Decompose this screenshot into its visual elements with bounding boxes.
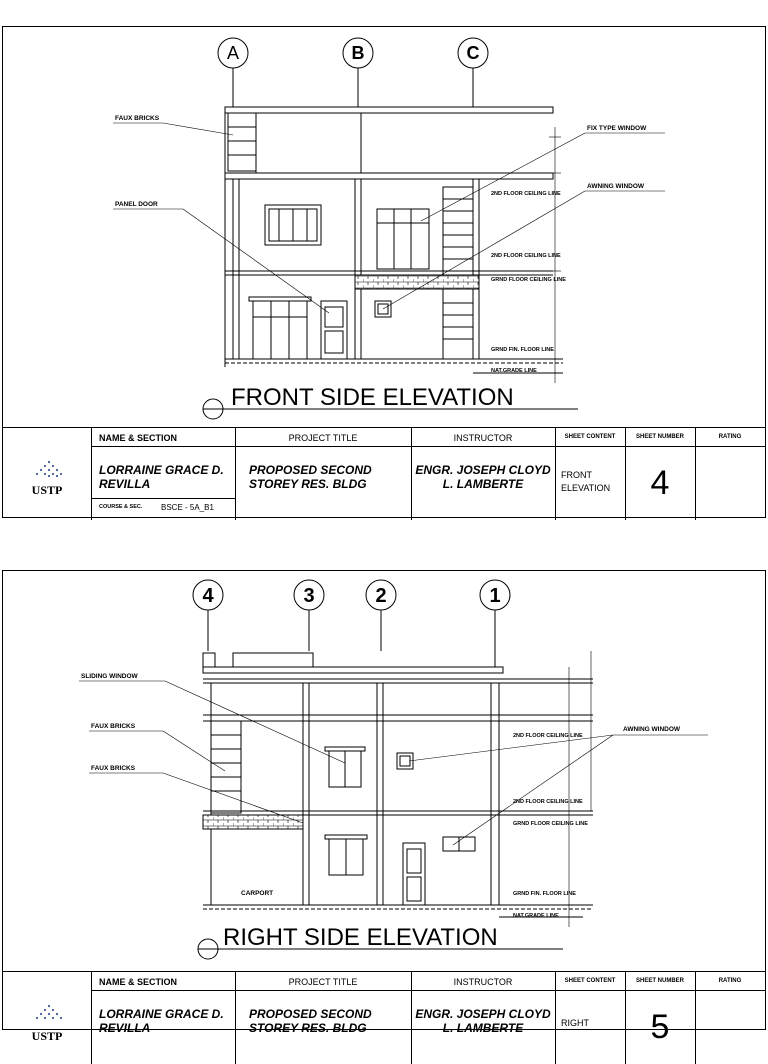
awning-window-label: AWNING WINDOW [587, 183, 645, 190]
project-title-line1: PROPOSED SECOND [249, 1007, 372, 1021]
right-elevation-sheet [2, 570, 766, 1046]
logo-text: USTP [31, 483, 63, 497]
faux-bricks-label-2: FAUX BRICKS [91, 765, 136, 772]
ustp-logo [17, 990, 77, 1046]
instructor-line2: L. LAMBERTE [442, 1021, 524, 1035]
student-name-line1: LORRAINE GRACE D. [99, 1007, 224, 1021]
front-elevation-drawing [3, 27, 765, 427]
sheet-number: 5 [650, 1008, 670, 1046]
grnd-fin-floor-label: GRND FIN. FLOOR LINE [491, 347, 554, 353]
second-floor-ceiling-label-2: 2ND FLOOR CEILING LINE [513, 799, 583, 805]
front-elevation-title: FRONT SIDE ELEVATION [231, 384, 514, 411]
title-block [3, 971, 765, 1064]
name-section-header: NAME & SECTION [99, 433, 178, 443]
project-title-line2: STOREY RES. BLDG [249, 477, 367, 491]
instructor-line2: L. LAMBERTE [442, 477, 524, 491]
grid-label-1: 1 [489, 585, 501, 607]
student-name-line1: LORRAINE GRACE D. [99, 463, 224, 477]
sheet-content-header: SHEET CONTENT [564, 434, 616, 440]
front-elevation-sheet [2, 26, 766, 518]
project-title-line2: STOREY RES. BLDG [249, 1021, 367, 1035]
project-title-header: PROJECT TITLE [288, 977, 358, 987]
sheet-number-header: SHEET NUMBER [635, 434, 684, 440]
panel-door-label: PANEL DOOR [115, 201, 158, 208]
instructor-line1: ENGR. JOSEPH CLOYD [415, 463, 551, 477]
carport-label: CARPORT [241, 890, 274, 897]
title-block [3, 427, 765, 520]
grid-label-c: C [466, 43, 480, 63]
project-title-header: PROJECT TITLE [288, 433, 358, 443]
fix-type-window-label: FIX TYPE WINDOW [587, 125, 647, 132]
rating-header: RATING [718, 978, 742, 984]
logo-text: USTP [31, 1029, 63, 1043]
second-floor-ceiling-label-2: 2ND FLOOR CEILING LINE [491, 253, 561, 259]
sheet-content-line1: FRONT [561, 470, 592, 480]
grid-label-a: A [226, 43, 240, 63]
side-door [403, 843, 425, 905]
sheet-number: 4 [650, 464, 670, 502]
nat-grade-label: NAT.GRADE LINE [491, 368, 537, 374]
grnd-fin-floor-label: GRND FIN. FLOOR LINE [513, 891, 576, 897]
sheet-content-header: SHEET CONTENT [564, 978, 616, 984]
awning-window-label: AWNING WINDOW [623, 726, 681, 733]
project-title-line1: PROPOSED SECOND [249, 463, 372, 477]
sheet-number-header: SHEET NUMBER [635, 978, 684, 984]
sliding-window-label: SLIDING WINDOW [81, 673, 138, 680]
right-elevation-drawing [3, 571, 765, 971]
grid-label-2: 2 [375, 585, 387, 607]
sheet-content-line1: RIGHT [561, 1018, 589, 1028]
grid-label-b: B [351, 43, 365, 63]
grnd-floor-ceiling-label: GRND FLOOR CEILING LINE [491, 277, 566, 283]
second-floor-ceiling-label-1: 2ND FLOOR CEILING LINE [513, 733, 583, 739]
nat-grade-label: NAT.GRADE LINE [513, 913, 559, 919]
grid-label-4: 4 [202, 585, 214, 607]
course-value: BSCE - 5A_B1 [161, 503, 214, 512]
grnd-floor-ceiling-label: GRND FLOOR CEILING LINE [513, 821, 588, 827]
sliding-door-front [253, 301, 307, 359]
rating-header: RATING [718, 434, 742, 440]
course-label: COURSE & SEC. [99, 504, 143, 510]
sheet-content-line2: ELEVATION [561, 483, 611, 493]
second-floor-ceiling-label-1: 2ND FLOOR CEILING LINE [491, 191, 561, 197]
student-name-line2: REVILLA [99, 477, 151, 491]
faux-bricks-label: FAUX BRICKS [115, 115, 160, 122]
right-elevation-title: RIGHT SIDE ELEVATION [223, 924, 498, 951]
instructor-line1: ENGR. JOSEPH CLOYD [415, 1007, 551, 1021]
faux-bricks-label-1: FAUX BRICKS [91, 723, 136, 730]
grid-label-3: 3 [303, 585, 315, 607]
ustp-logo [17, 446, 77, 502]
instructor-header: INSTRUCTOR [453, 977, 513, 987]
student-name-line2: REVILLA [99, 1021, 151, 1035]
instructor-header: INSTRUCTOR [453, 433, 513, 443]
fix-type-window [377, 209, 429, 269]
name-section-header: NAME & SECTION [99, 977, 178, 987]
